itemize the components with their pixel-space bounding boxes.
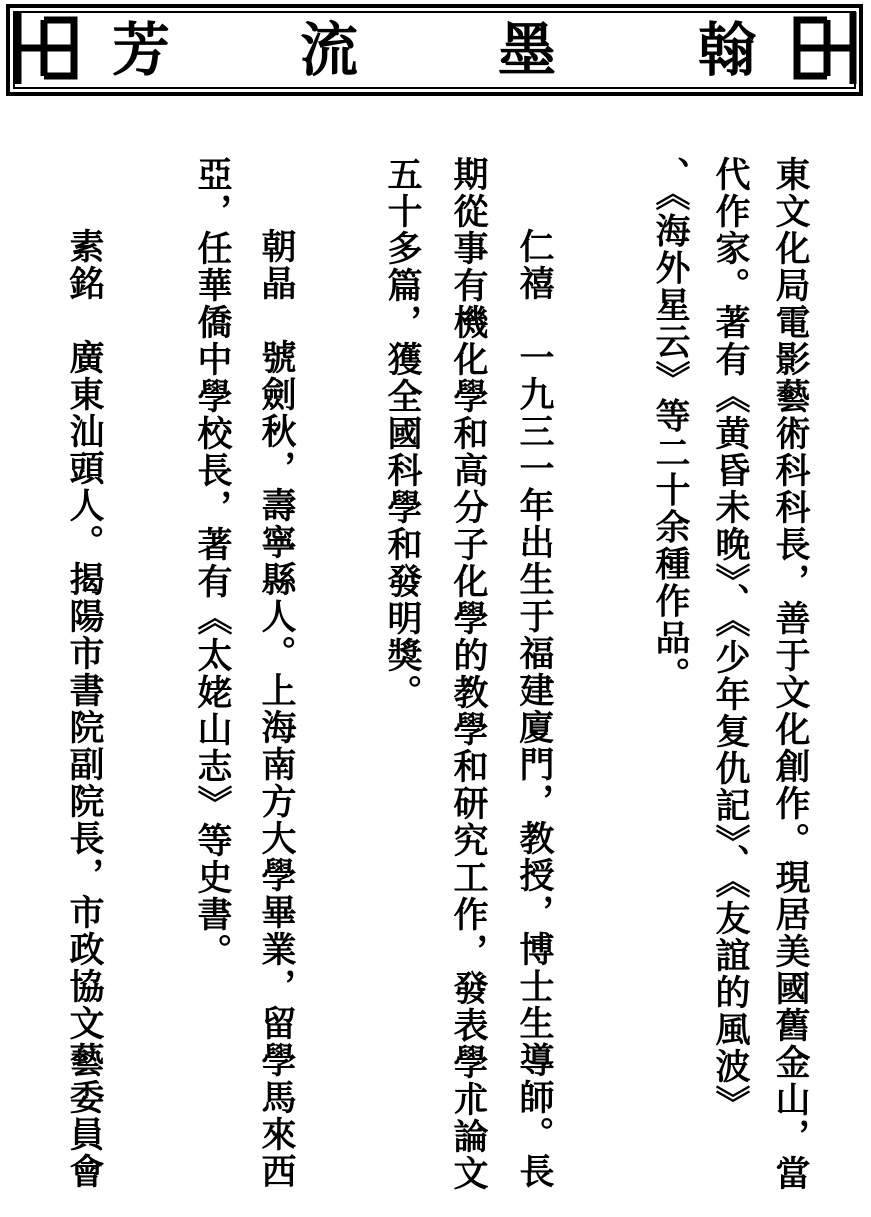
title-char-2: 墨: [498, 16, 557, 84]
text-column-4: 仁禧 一九三一年出生于福建廈門，教授，博士生導師。長: [514, 228, 555, 1190]
text-column-1: 東文化局電影藝術科科長，善于文化創作。現居美國舊金山，當: [770, 156, 811, 1192]
right-corner-ornament-icon: [793, 8, 857, 88]
text-column-2: 代作家。著有《黄昏未晚》、《少年复仇記》、《友誼的風波》: [710, 156, 751, 1122]
title-char-3: 流: [300, 16, 359, 84]
text-column-7: 朝晶 號劍秋，壽寧縣人。上海南方大學畢業，留學馬來西: [256, 228, 297, 1190]
text-column-6: 五十多篇，獲全國科學和發明獎。: [382, 156, 423, 711]
text-column-8: 亞，任華僑中學校長，著有《太姥山志》等史書。: [192, 156, 233, 970]
text-column-3: 、《海外星云》等二十余種作品。: [650, 156, 691, 694]
title-char-4: 芳: [112, 16, 171, 84]
left-corner-ornament-icon: [14, 8, 78, 88]
title-char-1: 翰: [698, 16, 757, 84]
text-column-9: 素銘 廣東汕頭人。揭陽市書院副院長，市政協文藝委員會: [64, 228, 105, 1190]
text-column-5: 期從事有機化學和高分子化學的教學和研究工作，發表學朮論文: [448, 156, 489, 1192]
